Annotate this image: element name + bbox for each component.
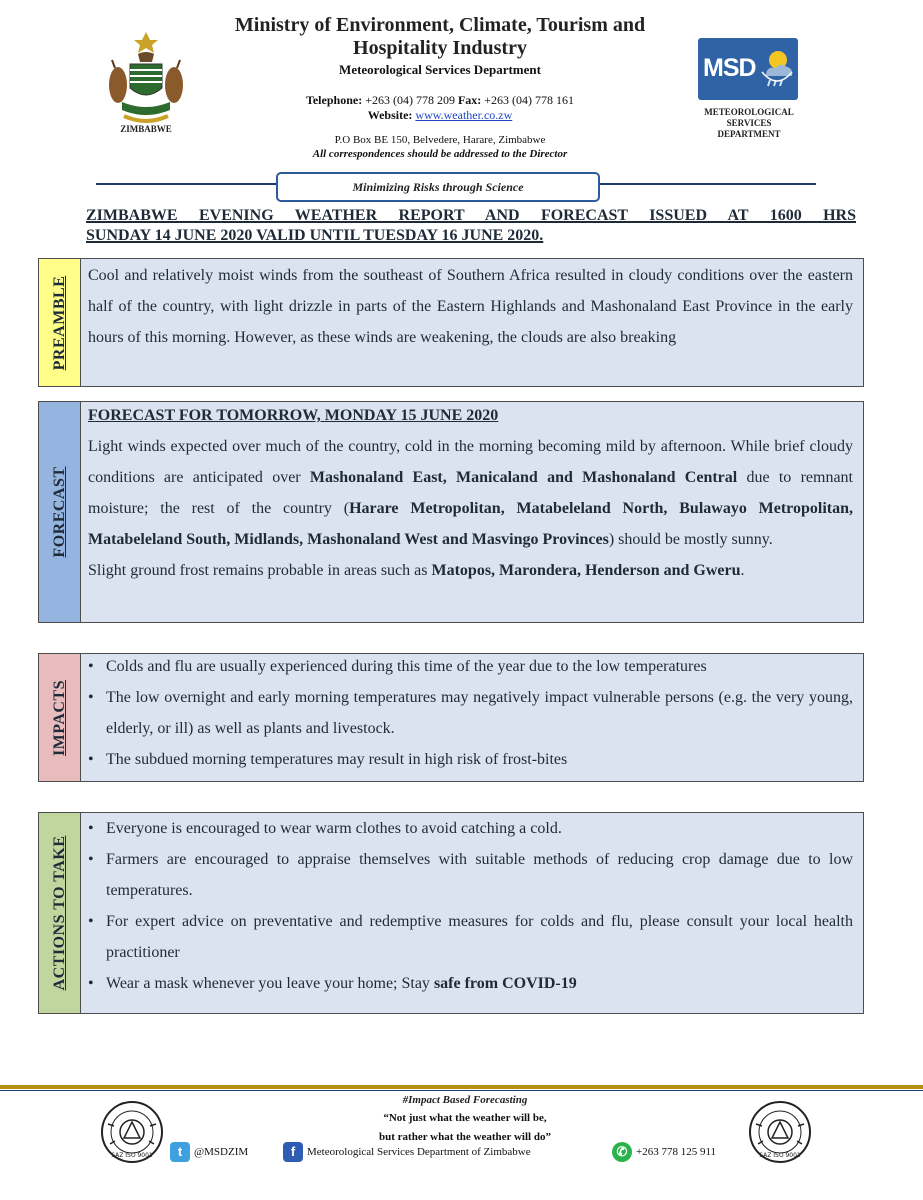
report-title — [86, 206, 856, 246]
msd-logo-text: MSD — [703, 54, 756, 82]
impacts-section — [38, 653, 864, 782]
iso-certification-seal-icon — [748, 1100, 812, 1164]
motto-banner: Minimizing Risks through Science — [276, 172, 600, 202]
department-name: Meteorological Services Department — [339, 62, 541, 77]
ministry-name-line1: Ministry of Environment, Climate, Tourism and — [234, 14, 646, 36]
forecast-p1-regions-cloudy: Mashonaland East, Manicaland and Mashonaland Central — [309, 469, 738, 486]
actions-content — [88, 813, 853, 999]
forecast-p1-text-3: ) should be mostly sunny. — [608, 531, 773, 548]
postal-address: P.O Box BE 150, Belvedere, Harare, Zimbabwe — [334, 134, 546, 146]
whatsapp-number: +263 778 125 911 — [636, 1146, 717, 1158]
facebook-icon: f — [283, 1142, 303, 1162]
facebook-contact[interactable] — [283, 1142, 531, 1162]
msd-logo — [698, 38, 798, 100]
preamble-label-text: PREAMBLE — [50, 275, 68, 370]
forecast-label-text: FORECAST — [50, 466, 68, 558]
actions-list — [88, 813, 853, 999]
action-covid-text: safe from COVID-19 — [433, 975, 577, 992]
forecast-p2-text: Slight ground frost remains probable in areas such as — [88, 562, 432, 579]
whatsapp-contact[interactable] — [612, 1142, 716, 1162]
msd-caption-line2: SERVICES — [726, 118, 772, 128]
twitter-contact[interactable] — [170, 1142, 248, 1162]
footer-quote-line2: but rather what the weather will do” — [379, 1131, 551, 1143]
iso-certification-seal-icon — [100, 1100, 164, 1164]
list-item: • Colds and flu are usually experienced during this time of the year due to the low temperatures — [88, 651, 853, 682]
footer-divider-gold — [0, 1085, 923, 1089]
actions-section — [38, 812, 864, 1014]
forecast-p2-frost-areas: Matopos, Marondera, Henderson and Gweru — [431, 562, 741, 579]
list-item — [88, 968, 853, 999]
impacts-label-text: IMPACTS — [50, 679, 68, 756]
footer-divider-blue — [0, 1090, 923, 1091]
preamble-side-label — [39, 259, 81, 386]
facebook-page-name: Meteorological Services Department of Zimbabwe — [307, 1146, 531, 1158]
list-item: • Everyone is encouraged to wear warm clothes to avoid catching a cold. — [88, 813, 853, 844]
seal-right-text: SAZ ISO 9001 — [759, 1152, 801, 1159]
twitter-icon: t — [170, 1142, 190, 1162]
forecast-paragraph-2 — [88, 555, 853, 586]
preamble-text: Cool and relatively moist winds from the southeast of Southern Africa resulted in cloudy conditions over the eastern half of the country, with light drizzle in parts of the Eastern Highlands and Mashonaland East Province in the early hours of this morning. However, as these winds are weakening, the clouds are also breaking — [88, 267, 853, 346]
impacts-content — [88, 651, 853, 775]
telephone-label: Telephone: — [305, 93, 363, 107]
forecast-heading: FORECAST FOR TOMORROW, MONDAY 15 JUNE 2020 — [88, 407, 499, 424]
ministry-name — [190, 14, 690, 60]
list-item: • The subdued morning temperatures may result in high risk of frost-bites — [88, 744, 853, 775]
msd-caption-line3: DEPARTMENT — [717, 129, 781, 139]
seal-left-text: SAZ ISO 9001 — [111, 1152, 153, 1159]
list-item: • The low overnight and early morning temperatures may negatively impact vulnerable persons (e.g. the very young, elderly, or ill) as well as plants and livestock. — [88, 682, 853, 744]
report-title-line2: SUNDAY 14 JUNE 2020 VALID UNTIL TUESDAY 16 JUNE 2020. — [86, 227, 544, 244]
coat-of-arms-icon — [100, 30, 192, 130]
fax-number: +263 (04) 778 161 — [484, 93, 575, 107]
telephone-number: +263 (04) 778 209 — [365, 93, 455, 107]
actions-side-label — [39, 813, 81, 1013]
footer-quote-line1: “Not just what the weather will be, — [383, 1112, 547, 1124]
list-item: • For expert advice on preventative and redemptive measures for colds and flu, please consult your local health practitioner — [88, 906, 853, 968]
fax-label: Fax: — [457, 93, 482, 107]
msd-caption-line1: METEOROLOGICAL — [704, 107, 794, 117]
forecast-side-label — [39, 402, 81, 622]
forecast-p1-text: Light winds expected over much of the country, cold in the morning becoming mild by afternoon. While brief cloudy conditions are anticipated over — [88, 438, 853, 486]
phone-fax-line — [190, 93, 690, 108]
website-link[interactable]: www.weather.co.zw — [415, 108, 513, 122]
forecast-p1-text-2: due to remnant moisture; the rest of the country ( — [88, 469, 853, 517]
address-block — [190, 133, 690, 161]
twitter-handle: @MSDZIM — [194, 1146, 249, 1158]
action-mask-text: Wear a mask whenever you leave your home; Stay — [106, 975, 434, 992]
footer-hashtag: #Impact Based Forecasting — [402, 1094, 528, 1106]
whatsapp-icon: ✆ — [612, 1142, 632, 1162]
contact-block — [190, 93, 690, 123]
coat-of-arms-label: ZIMBABWE — [120, 124, 172, 134]
correspondence-note: All correspondences should be addressed to the Director — [312, 148, 568, 160]
forecast-paragraph-1 — [88, 431, 853, 555]
website-label: Website: — [367, 108, 413, 122]
ministry-name-line2: Hospitality Industry — [353, 37, 527, 59]
msd-logo-caption — [690, 107, 808, 140]
actions-label-text: ACTIONS TO TAKE — [50, 835, 68, 991]
impacts-list — [88, 651, 853, 775]
forecast-section — [38, 401, 864, 623]
report-title-line1: ZIMBABWE EVENING WEATHER REPORT AND FORECAST ISSUED AT 1600 HRS — [86, 207, 856, 224]
preamble-section — [38, 258, 864, 387]
preamble-content — [88, 260, 853, 353]
list-item: • Farmers are encouraged to appraise themselves with suitable methods of reducing crop damage due to low temperatures. — [88, 844, 853, 906]
forecast-content — [88, 400, 853, 586]
forecast-p2-end: . — [740, 562, 745, 579]
impacts-side-label — [39, 654, 81, 781]
forecast-p1-regions-sunny: Harare Metropolitan, Matabeleland North, Bulawayo Metropolitan, Matabeleland South, Midlands, Mashonaland West and Masvingo Provinces — [88, 500, 853, 548]
website-line — [190, 108, 690, 123]
weather-globe-icon — [760, 46, 794, 92]
